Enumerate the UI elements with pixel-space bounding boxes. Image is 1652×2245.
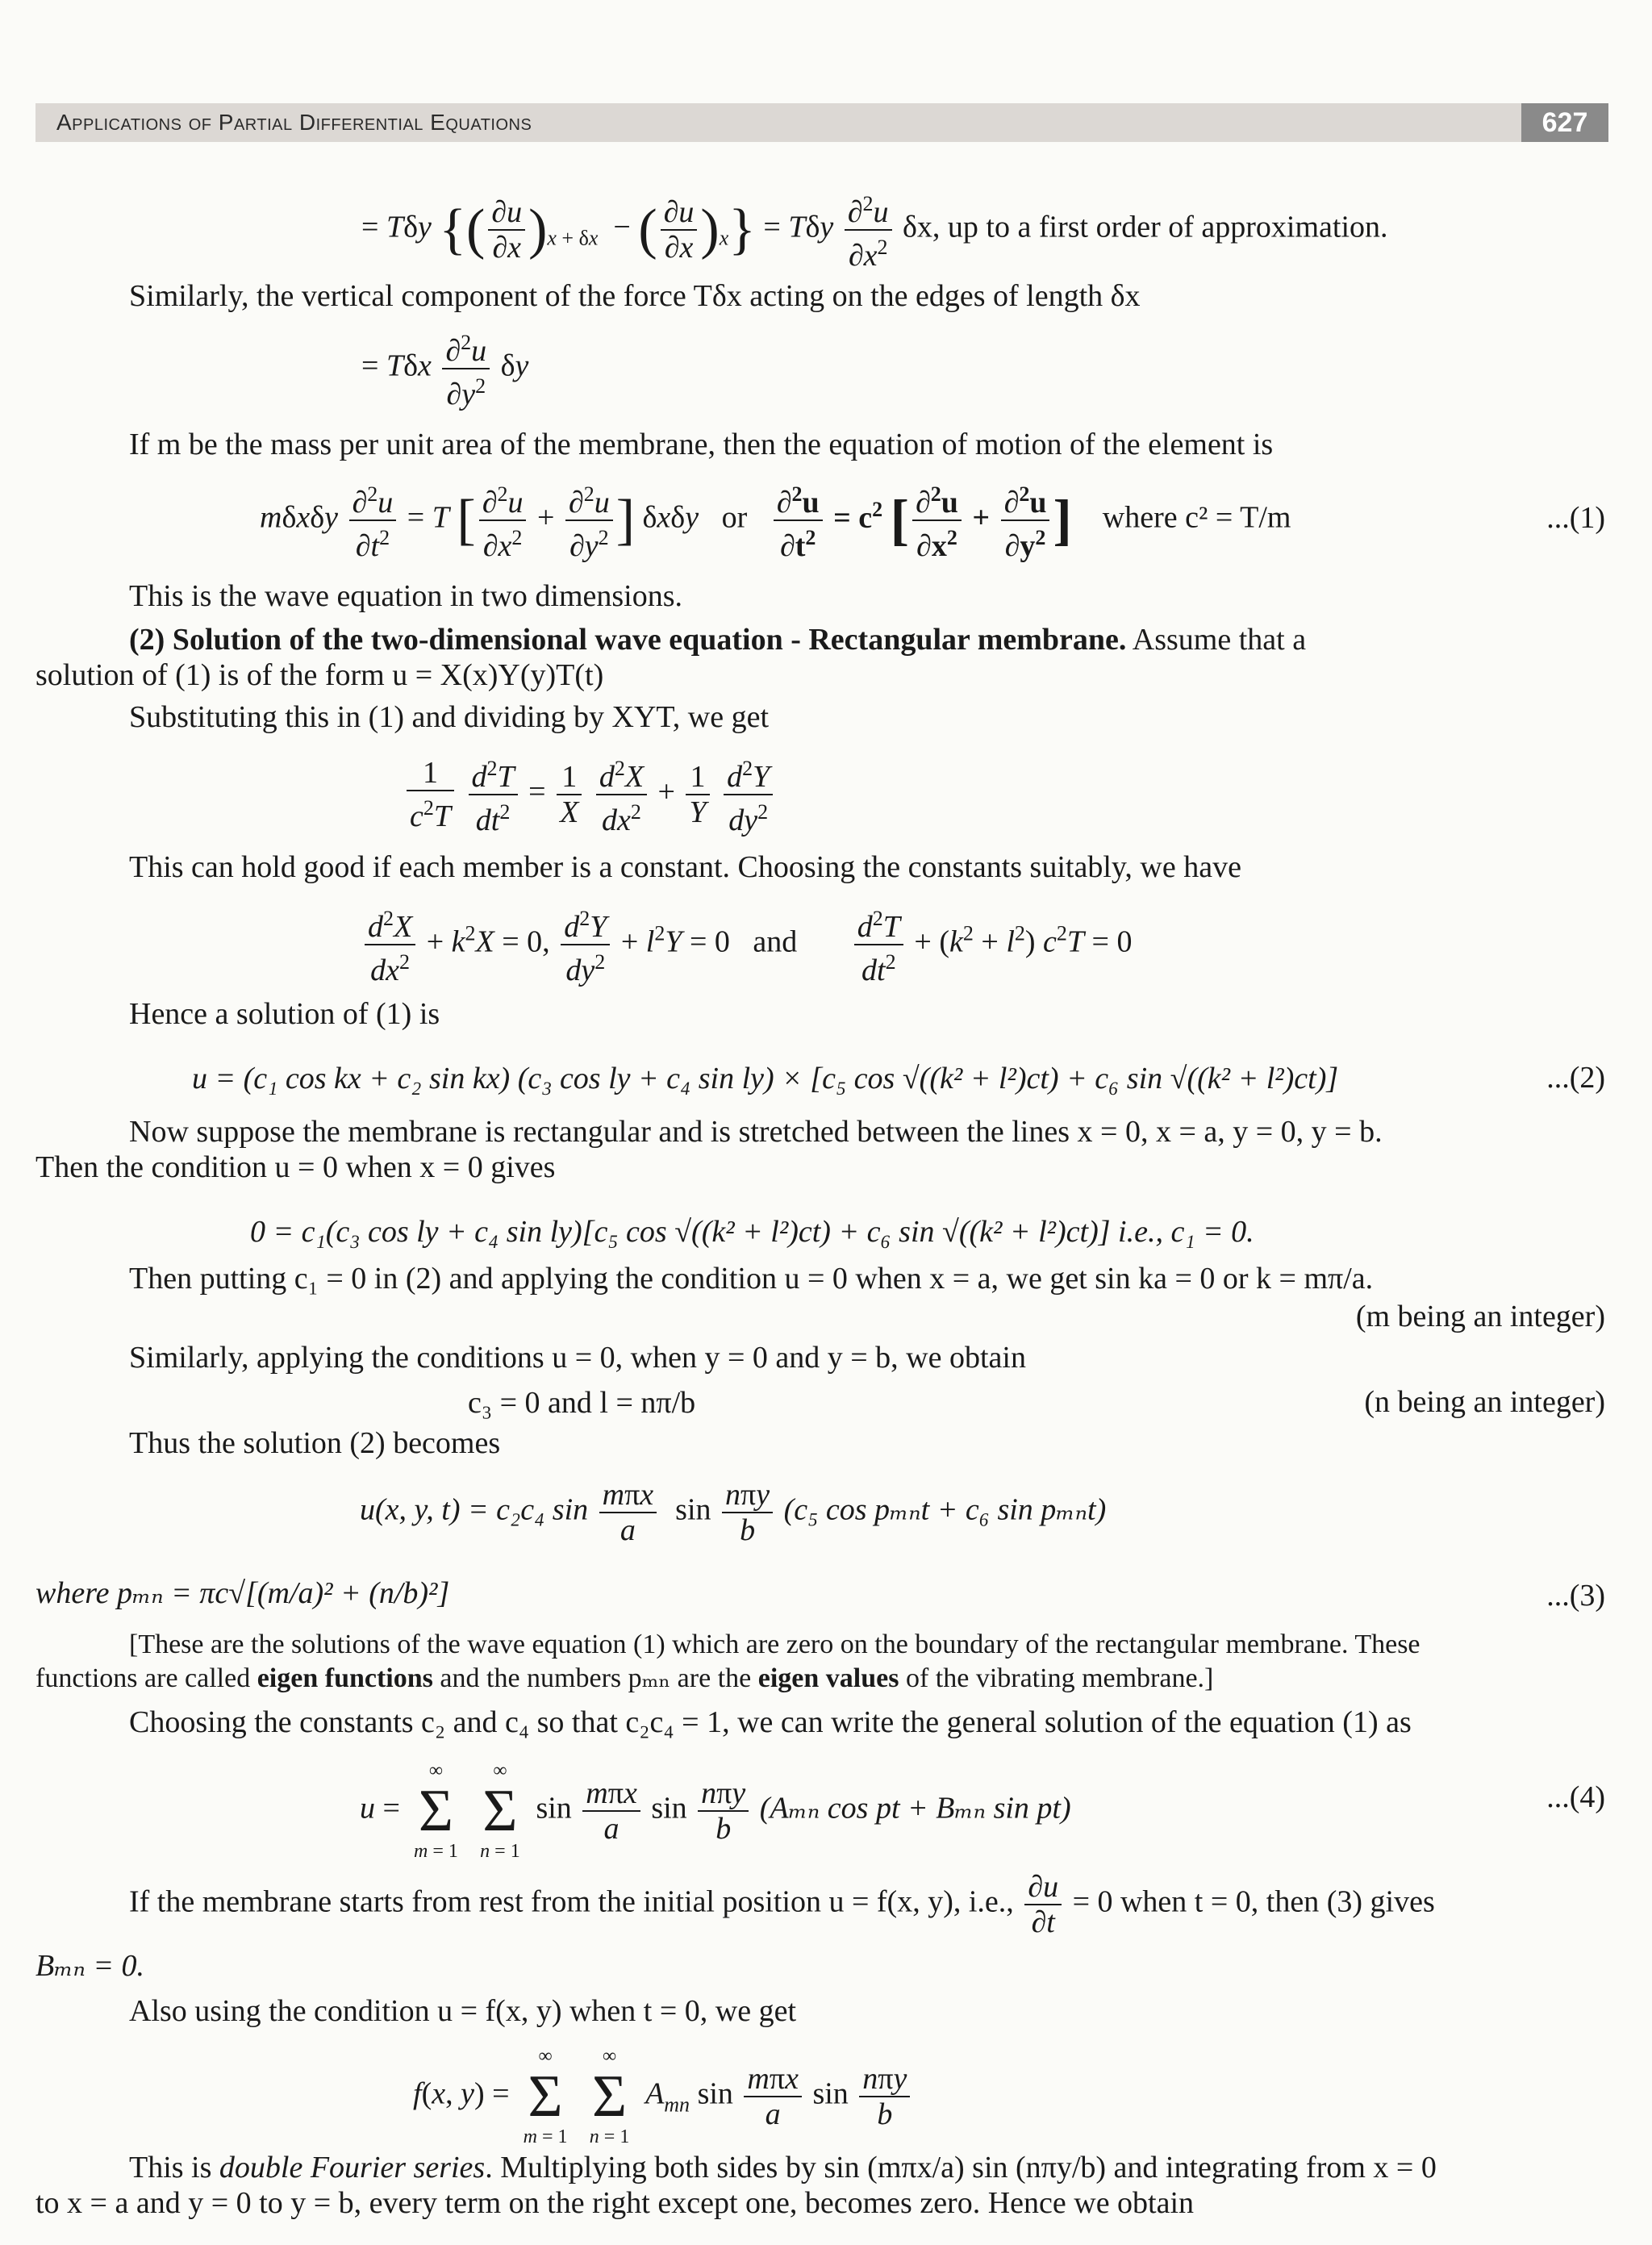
- equation-2-label: ...(2): [1546, 1061, 1605, 1095]
- text-line: solution of (1) is of the form u = X(x)Y(y)T(t): [35, 658, 604, 692]
- equation-4-tail: (Aₘₙ cos pt + Bₘₙ sin pt): [759, 1791, 1071, 1826]
- initial-rest-line: If the membrane starts from rest from the initial position u = f(x, y), i.e., $\frac{\partial u}{\partial t}$ = 0 when t = 0, then (3) gives: [129, 1870, 1435, 1939]
- text-line: Now suppose the membrane is rectangular and is stretched between the lines x = 0, x = a, y = 0, y = b.: [129, 1115, 1383, 1149]
- section-heading-bold: (2) Solution of the two-dimensional wave equation - Rectangular membrane.: [129, 623, 1127, 657]
- text-line: This can hold good if each member is a constant. Choosing the constants suitably, we have: [129, 850, 1241, 884]
- eigen-note-a: functions are called: [35, 1663, 257, 1693]
- equation-vertical-component: = Tδx $\frac{\partial^2u}{\partial y^2}$ δy: [361, 326, 528, 411]
- equation-odes: $\frac{d^2X}{dx^2}$ + $k^2X = 0$, $\frac{d^2Y}{dy^2}$ + $l^2Y = 0$ and $\frac{d^2T}{dt^2}$ + $(k^2 + l^2) c^2T = 0$: [361, 902, 1132, 987]
- n-integer-note: (n being an integer): [1364, 1385, 1605, 1419]
- text-line: If m be the mass per unit area of the membrane, then the equation of motion of the element is: [129, 428, 1274, 461]
- fourier-line-c: . Multiplying both sides by sin (mπx/a) sin (nπy/b) and integrating from x = 0: [485, 2151, 1437, 2184]
- initial-rest-tail: = 0 when t = 0, then (3) gives: [1072, 1884, 1435, 1919]
- equation-4: u = ∞ Σ m = 1 ∞ Σ n = 1 sin $\frac{\text{mπx}}{a}$ sin $\frac{\text{nπy}}{b}$ (Aₘₙ cos pt + Bₘₙ sin pt): [360, 1760, 1071, 1862]
- running-header-title: Applications of Partial Differential Equations: [56, 110, 532, 135]
- equation-c3: c₃ = 0 and l = nπ/b: [468, 1386, 696, 1420]
- text-line: Then the condition u = 0 when x = 0 gives: [35, 1150, 556, 1184]
- equation-1-where: where c² = T/m: [1102, 500, 1291, 535]
- equation-4-label: ...(4): [1546, 1780, 1605, 1814]
- eigen-note: [35, 1660, 1213, 1697]
- equation-u-right: (c₅ cos pₘₙt + c₆ sin pₘₙt): [783, 1492, 1107, 1527]
- eigen-note-e: of the vibrating membrane.]: [899, 1663, 1214, 1693]
- m-integer-note: (m being an integer): [1355, 1300, 1605, 1333]
- text-line: Also using the condition u = f(x, y) when t = 0, we get: [129, 1994, 797, 2028]
- text-line: Choosing the constants c₂ and c₄ so that c₂c₄ = 1, we can write the general solution of the equation (1) as: [129, 1705, 1412, 1739]
- section-heading: [129, 621, 1306, 658]
- equation-1-label: ...(1): [1546, 501, 1605, 535]
- equation-u-solution: u(x, y, t) = c₂c₄ sin $\frac{\text{mπx}}{a}$ sin $\frac{\text{nπy}}{b}$ (c₅ cos pₘₙt + c₆ sin pₘₙt): [360, 1478, 1107, 1547]
- text-line: Similarly, applying the conditions u = 0, when y = 0 and y = b, we obtain: [129, 1341, 1026, 1375]
- equation-3-label: ...(3): [1546, 1579, 1605, 1613]
- text-line: Hence a solution of (1) is: [129, 997, 440, 1031]
- fourier-line: [129, 2149, 1437, 2186]
- initial-rest-text: If the membrane starts from rest from the initial position u = f(x, y), i.e.,: [129, 1884, 1014, 1919]
- eigen-note-c: and the numbers pₘₙ are the: [432, 1663, 758, 1693]
- eigen-values-term: eigen values: [757, 1663, 899, 1693]
- equation-double-series: f(x, y) = ∞ Σ m = 1 ∞ Σ n = 1 $A_{mn}$ sin $\frac{\text{mπx}}{a}$ sin $\frac{\text{nπy}}{b}$: [413, 2046, 913, 2147]
- equation-1: mδxδy $\frac{\partial^2u}{\partial t^2}$ = T [ $\frac{\partial^2u}{\partial x^2}$ + $\frac{\partial^2u}{\partial y^2}$ ] δxδy or $\frac{\partial^2u}{\partial t^2}$ = $c^2$ [ $\frac{\partial^2u}{\partial x^2}$ + $\frac{\partial^2u}{\partial y^2}$ ] where c² = T/m: [260, 478, 1291, 563]
- text-line: Similarly, the vertical component of the force Tδx acting on the edges of length δx: [129, 279, 1141, 313]
- text-line: to x = a and y = 0 to y = b, every term on the right except one, becomes zero. Hence we obtain: [35, 2186, 1195, 2220]
- equation-horizontal-component: = Tδy {( $\frac{\partial u}{\partial x}$ )$_{x + \delta x}$ − ( $\frac{\partial u}{\partial x}$ )$_x\} = T\delta y$ $\frac{\partial^2u}{\partial x^2}$ δx, up to a first order of approximation.: [361, 187, 1388, 273]
- text-line: This is the wave equation in two dimensions.: [129, 579, 683, 613]
- double-fourier-term: double Fourier series: [219, 2151, 486, 2184]
- b-mn-zero: Bₘₙ = 0.: [35, 1949, 145, 1983]
- text-line: Thus the solution (2) becomes: [129, 1426, 501, 1460]
- equation-separation: $\frac{1}{c^2T}$ $\frac{d^2T}{dt^2}$ = $\frac{1}{X}$ $\frac{d^2X}{dx^2}$ + $\frac{1}{Y}$ $\frac{d^2Y}{dy^2}$: [403, 752, 776, 837]
- equation-3: where pₘₙ = πc√[(m/a)² + (n/b)²]: [35, 1576, 450, 1610]
- equation-2: u = (c₁ cos kx + c₂ sin kx) (c₃ cos ly + c₄ sin ly) × [c₅ cos √((k² + l²)ct) + c₆ sin √((k² + l²)ct)]: [192, 1062, 1339, 1095]
- text-line: [These are the solutions of the wave equation (1) which are zero on the boundary of the rectangular membrane. These: [129, 1630, 1420, 1659]
- line1-tail: δx, up to a first order of approximation.: [903, 210, 1388, 244]
- equation-c1: 0 = c₁(c₃ cos ly + c₄ sin ly)[c₅ cos √((k² + l²)ct) + c₆ sin √((k² + l²)ct)] i.e., c₁ = 0.: [250, 1215, 1254, 1249]
- page-number: 627: [1521, 103, 1608, 142]
- text-line: Then putting c₁ = 0 in (2) and applying the condition u = 0 when x = a, we get sin ka = 0 or k = mπ/a.: [129, 1262, 1374, 1296]
- section-heading-rest: Assume that a: [1126, 623, 1307, 657]
- eigen-functions-term: eigen functions: [257, 1663, 433, 1693]
- text-line: Substituting this in (1) and dividing by XYT, we get: [129, 700, 770, 734]
- fourier-line-a: This is: [129, 2151, 219, 2184]
- equation-u-left: u(x, y, t) = c₂c₄ sin: [360, 1492, 589, 1527]
